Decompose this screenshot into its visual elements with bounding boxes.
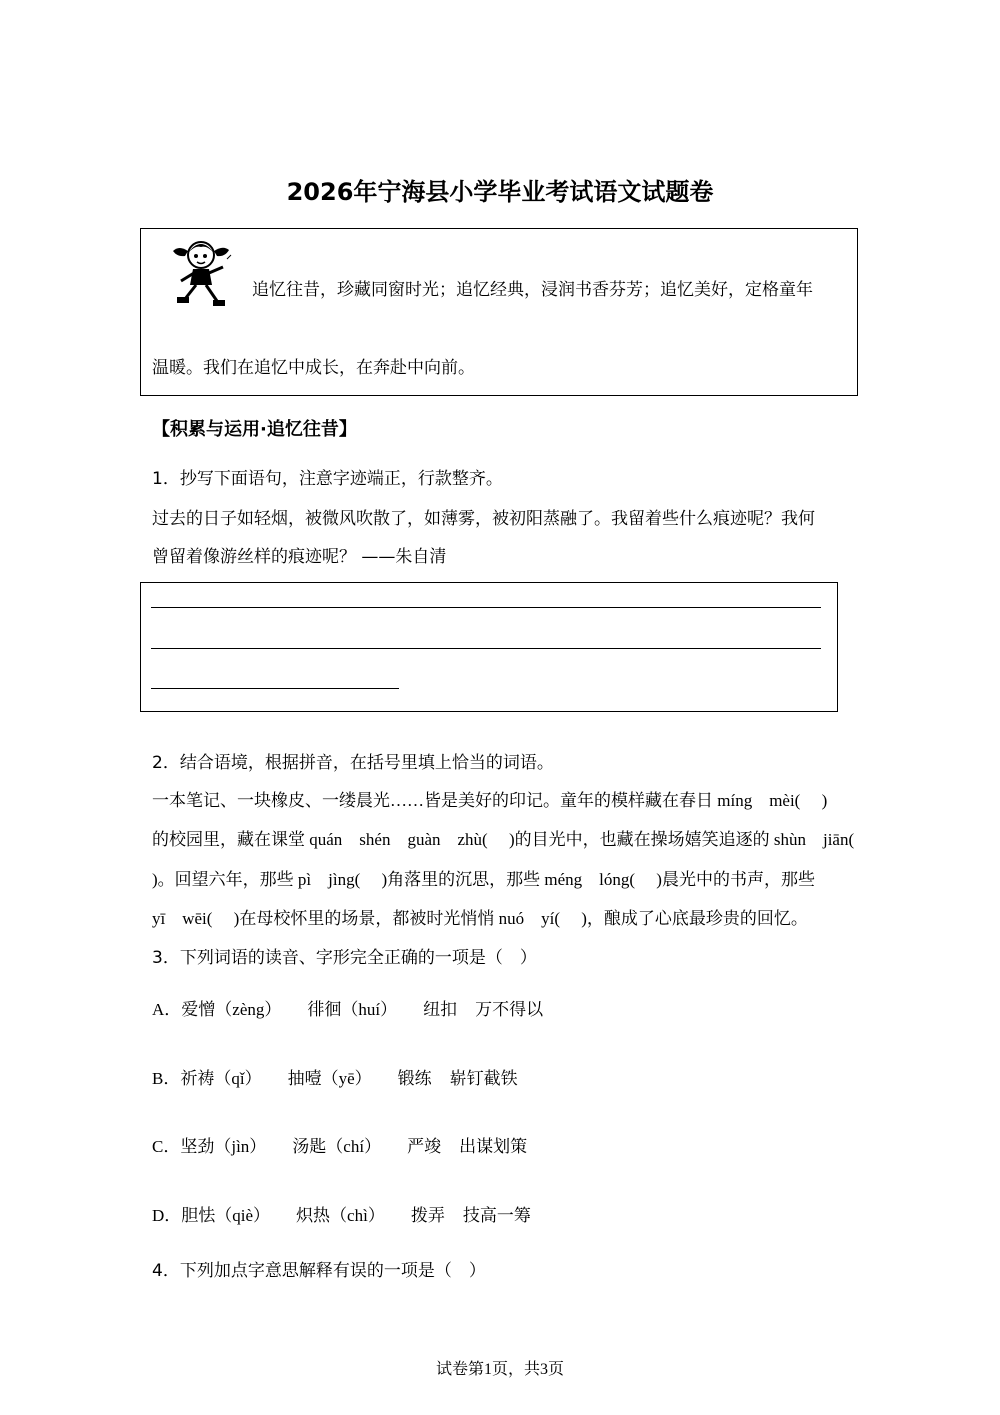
q2-line-3: )。回望六年，那些 pì jìng( )角落里的沉思，那些 méng lóng( )晨光中的书声，那些 <box>152 870 815 889</box>
running-girl-icon <box>167 237 237 311</box>
intro-line-2: 温暖。我们在追忆中成长，在奔赴中向前。 <box>152 358 475 378</box>
q3-stem: 3．下列词语的读音、字形完全正确的一项是（ ） <box>152 948 537 968</box>
option-letter: B． <box>152 1069 181 1088</box>
option-word-1: 祈祷 <box>180 1069 215 1088</box>
q1-answer-box[interactable] <box>140 582 838 712</box>
option-word-3: 严竣 <box>407 1137 442 1156</box>
q3-option-c[interactable] <box>152 1137 527 1157</box>
option-word-4: 万不得以 <box>475 1000 544 1019</box>
option-pinyin-1: （zèng） <box>215 1000 282 1019</box>
option-pinyin-2: （chí） <box>326 1137 382 1156</box>
option-word-2: 炽热 <box>296 1206 331 1225</box>
option-word-3: 拨弄 <box>410 1206 445 1225</box>
q3-option-a[interactable] <box>152 1000 543 1020</box>
option-pinyin-1: （jìn） <box>214 1137 267 1156</box>
answer-line-1[interactable] <box>151 607 821 608</box>
option-word-1: 爱憎 <box>181 1000 216 1019</box>
page-footer: 试卷第1页，共3页 <box>435 1361 564 1378</box>
q1-passage-line-1: 过去的日子如轻烟，被微风吹散了，如薄雾，被初阳蒸融了。我留着些什么痕迹呢？我何 <box>152 509 815 529</box>
option-word-1: 胆怯 <box>181 1206 216 1225</box>
option-word-2: 徘徊 <box>307 1000 342 1019</box>
option-letter: C． <box>152 1137 181 1156</box>
option-word-1: 坚劲 <box>180 1137 215 1156</box>
option-pinyin-2: （yē） <box>321 1069 372 1088</box>
q3-option-b[interactable] <box>152 1069 518 1089</box>
answer-line-2[interactable] <box>151 648 821 649</box>
section-heading: 【积累与运用·追忆往昔】 <box>152 419 357 440</box>
exam-title: 2026年宁海县小学毕业考试语文试题卷 <box>286 178 714 206</box>
option-word-4: 出谋划策 <box>459 1137 528 1156</box>
option-word-4: 技高一筹 <box>462 1206 531 1225</box>
option-pinyin-1: （qǐ） <box>214 1069 262 1088</box>
q2-line-2: 的校园里，藏在课堂 quán shén guàn zhù( )的目光中，也藏在操场嬉笑追逐的 shùn jiān( <box>152 830 855 849</box>
q2-line-1: 一本笔记、一块橡皮、一缕晨光……皆是美好的印记。童年的模样藏在春日 míng mèi( ) <box>152 791 828 810</box>
option-word-2: 汤匙 <box>292 1137 327 1156</box>
option-word-2: 抽噎 <box>287 1069 322 1088</box>
q3-option-d[interactable] <box>152 1206 531 1226</box>
q2-stem: 2．结合语境，根据拼音，在括号里填上恰当的词语。 <box>152 753 554 773</box>
answer-line-3[interactable] <box>151 688 399 689</box>
q2-line-4: yī wēi( )在母校怀里的场景，都被时光悄悄 nuó yí( )，酿成了心底最珍贵的回忆。 <box>152 909 808 928</box>
q4-stem: 4．下列加点字意思解释有误的一项是（ ） <box>152 1261 486 1281</box>
option-word-3: 纽扣 <box>423 1000 458 1019</box>
option-pinyin-2: （chì） <box>330 1206 385 1225</box>
option-pinyin-1: （qiè） <box>215 1206 271 1225</box>
option-letter: A． <box>152 1000 182 1019</box>
option-pinyin-2: （huí） <box>341 1000 398 1019</box>
q1-passage-line-2: 曾留着像游丝样的痕迹呢？ ——朱自清 <box>152 547 447 567</box>
intro-line-1: 追忆往昔，珍藏同窗时光；追忆经典，浸润书香芬芳；追忆美好，定格童年 <box>252 280 813 300</box>
q1-stem: 1．抄写下面语句，注意字迹端正，行款整齐。 <box>152 469 503 489</box>
option-letter: D． <box>152 1206 182 1225</box>
option-word-4: 崭钉截铁 <box>449 1069 518 1088</box>
option-word-3: 锻练 <box>397 1069 432 1088</box>
